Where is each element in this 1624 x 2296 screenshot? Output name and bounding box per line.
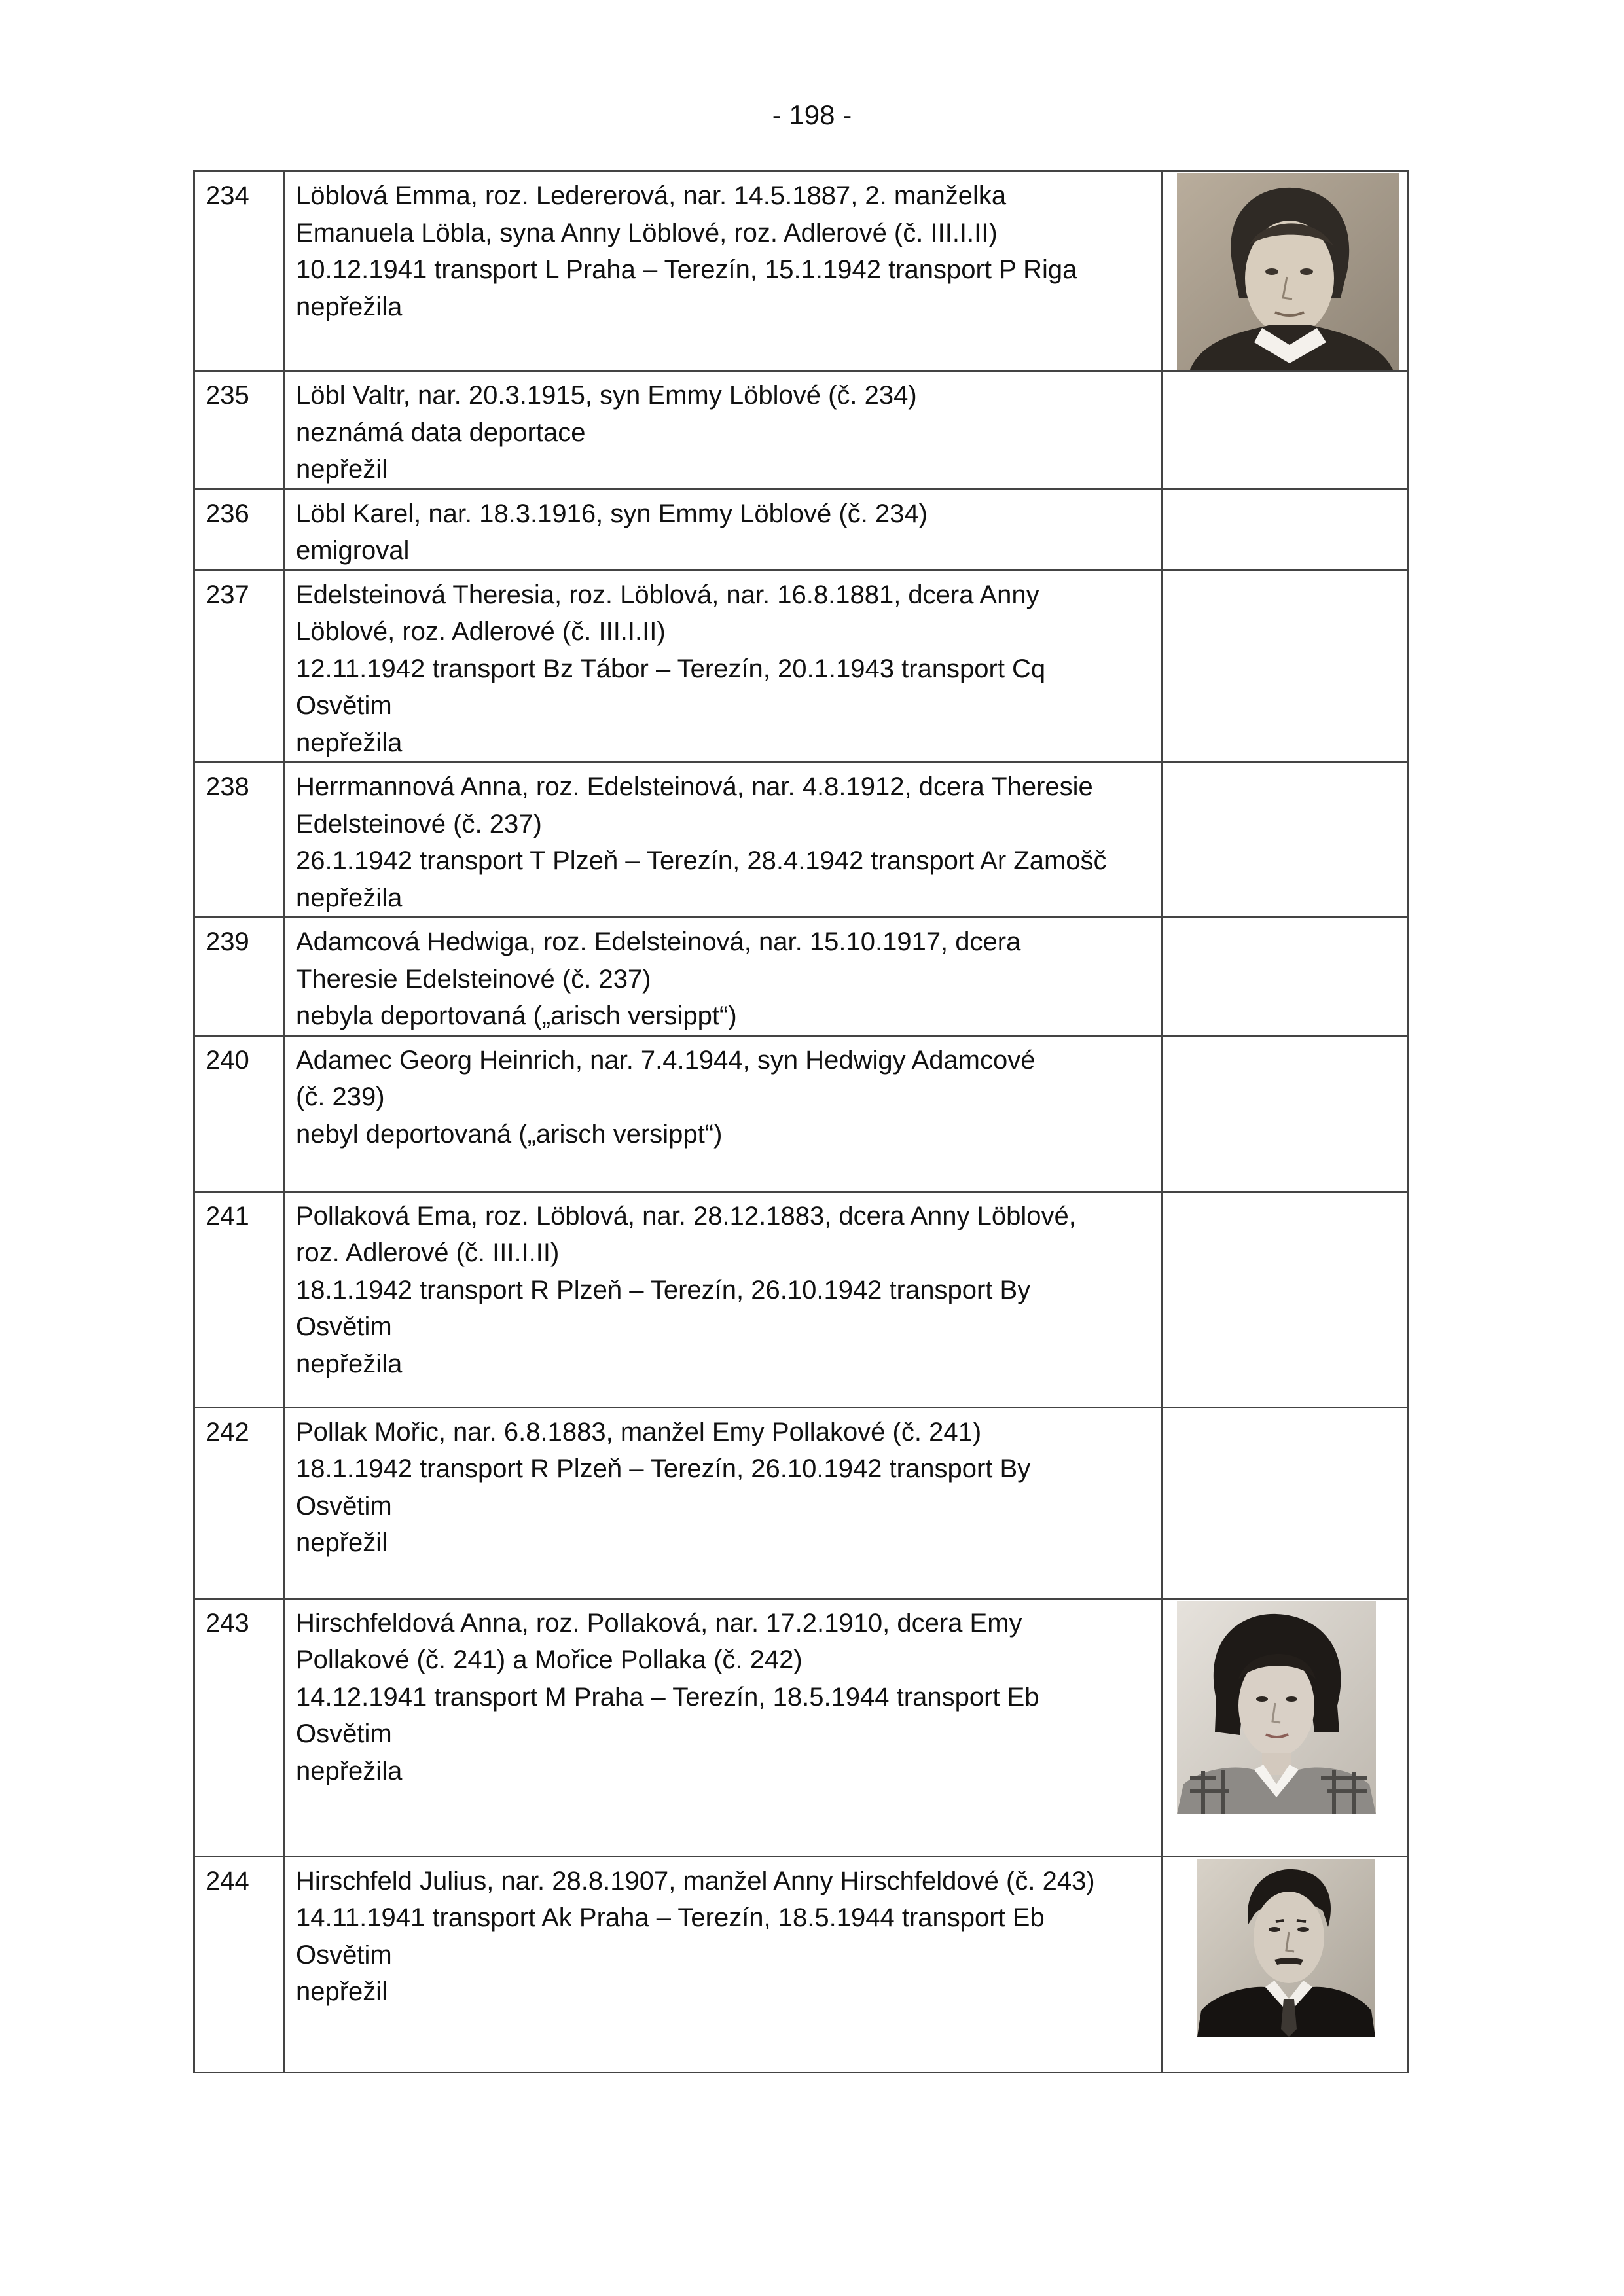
entry-number-cell <box>194 1598 285 1856</box>
entry-number-cell <box>194 1856 285 2072</box>
entry-line: Osvětim <box>296 691 392 720</box>
entry-number-cell <box>194 1407 285 1598</box>
entry-line: Emanuela Löbla, syna Anny Löblové, roz. Adlerové (č. III.I.II) <box>296 218 998 247</box>
entry-number-cell <box>194 171 285 371</box>
entry-line: emigroval <box>296 536 410 565</box>
entry-number: 235 <box>206 381 249 410</box>
entry-number-cell <box>194 1191 285 1407</box>
table-row <box>194 762 1409 918</box>
entry-text-cell <box>285 1598 1162 1856</box>
entry-number-cell <box>194 762 285 918</box>
entry-line: nepřežila <box>296 883 403 912</box>
entry-line: 12.11.1942 transport Bz Tábor – Terezín, 20.1.1943 transport Cq <box>296 654 1046 683</box>
photo-cell <box>1162 1407 1409 1598</box>
entry-line: nepřežila <box>296 728 403 757</box>
table-row <box>194 489 1409 570</box>
entry-line: nepřežila <box>296 292 403 321</box>
portrait-photo <box>1177 1601 1376 1814</box>
photo-cell <box>1162 489 1409 570</box>
entry-line: Löblová Emma, roz. Ledererová, nar. 14.5.1887, 2. manželka <box>296 181 1007 210</box>
entry-number: 239 <box>206 927 249 956</box>
entry-number: 242 <box>206 1417 249 1446</box>
entry-line: Osvětim <box>296 1491 392 1520</box>
entry-line: Pollak Mořic, nar. 6.8.1883, manžel Emy Pollakové (č. 241) <box>296 1417 982 1446</box>
entry-number: 238 <box>206 772 249 801</box>
entry-line: 26.1.1942 transport T Plzeň – Terezín, 28.4.1942 transport Ar Zamošč <box>296 846 1107 875</box>
entry-line: 18.1.1942 transport R Plzeň – Terezín, 26.10.1942 transport By <box>296 1454 1031 1483</box>
entry-number: 241 <box>206 1201 249 1230</box>
entry-number: 244 <box>206 1866 249 1895</box>
photo-cell <box>1162 918 1409 1036</box>
entry-number-cell <box>194 371 285 490</box>
entry-number: 236 <box>206 499 249 528</box>
photo-cell <box>1162 171 1409 371</box>
entry-line: neznámá data deportace <box>296 418 586 447</box>
table-row <box>194 570 1409 762</box>
entry-line: Osvětim <box>296 1940 392 1969</box>
entry-number-cell <box>194 489 285 570</box>
registry-table <box>193 170 1409 2073</box>
table-row <box>194 1035 1409 1191</box>
photo-cell <box>1162 762 1409 918</box>
entry-number: 243 <box>206 1608 249 1638</box>
table-row <box>194 1598 1409 1856</box>
entry-line: 14.12.1941 transport M Praha – Terezín, 18.5.1944 transport Eb <box>296 1682 1039 1712</box>
entry-line: 10.12.1941 transport L Praha – Terezín, 15.1.1942 transport P Riga <box>296 255 1077 284</box>
entry-line: nebyl deportovaná („arisch versippt“) <box>296 1119 723 1149</box>
portrait-photo <box>1197 1859 1375 2037</box>
table-row <box>194 1856 1409 2072</box>
table-row <box>194 1407 1409 1598</box>
entry-line: Pollakové (č. 241) a Mořice Pollaka (č. 242) <box>296 1645 803 1674</box>
entry-number-cell <box>194 918 285 1036</box>
entry-text-cell <box>285 371 1162 490</box>
photo-cell <box>1162 1035 1409 1191</box>
entry-text-cell <box>285 489 1162 570</box>
photo-cell <box>1162 570 1409 762</box>
portrait-photo <box>1177 173 1399 370</box>
entry-line: Adamcová Hedwiga, roz. Edelsteinová, nar. 15.10.1917, dcera <box>296 927 1021 956</box>
table-row <box>194 1191 1409 1407</box>
entry-line: nepřežila <box>296 1756 403 1785</box>
entry-line: nepřežil <box>296 455 388 484</box>
entry-line: Theresie Edelsteinové (č. 237) <box>296 964 651 994</box>
entry-line: roz. Adlerové (č. III.I.II) <box>296 1238 560 1267</box>
entry-line: nebyla deportovaná („arisch versippt“) <box>296 1001 737 1030</box>
entry-text-cell <box>285 918 1162 1036</box>
entry-text-cell <box>285 1407 1162 1598</box>
entry-text-cell <box>285 570 1162 762</box>
entry-number: 234 <box>206 181 249 210</box>
entry-number-cell <box>194 570 285 762</box>
entry-number: 240 <box>206 1045 249 1075</box>
entry-text-cell <box>285 762 1162 918</box>
entry-line: 18.1.1942 transport R Plzeň – Terezín, 26.10.1942 transport By <box>296 1275 1031 1304</box>
entry-line: Edelsteinové (č. 237) <box>296 809 542 838</box>
photo-cell <box>1162 1598 1409 1856</box>
entry-line: Osvětim <box>296 1312 392 1341</box>
entry-line: Herrmannová Anna, roz. Edelsteinová, nar. 4.8.1912, dcera Theresie <box>296 772 1093 801</box>
table-row <box>194 171 1409 371</box>
table-row <box>194 918 1409 1036</box>
photo-cell <box>1162 1191 1409 1407</box>
entry-line: Adamec Georg Heinrich, nar. 7.4.1944, syn Hedwigy Adamcové <box>296 1045 1036 1075</box>
entry-line: Hirschfeldová Anna, roz. Pollaková, nar. 17.2.1910, dcera Emy <box>296 1608 1022 1638</box>
entry-line: nepřežila <box>296 1349 403 1378</box>
entry-line: Pollaková Ema, roz. Löblová, nar. 28.12.1883, dcera Anny Löblové, <box>296 1201 1076 1230</box>
table-row <box>194 371 1409 490</box>
entry-line: 14.11.1941 transport Ak Praha – Terezín, 18.5.1944 transport Eb <box>296 1903 1045 1932</box>
entry-number: 237 <box>206 580 249 609</box>
entry-line: nepřežil <box>296 1528 388 1557</box>
entry-line: Löbl Karel, nar. 18.3.1916, syn Emmy Löblové (č. 234) <box>296 499 928 528</box>
entry-line: Löbl Valtr, nar. 20.3.1915, syn Emmy Löblové (č. 234) <box>296 381 917 410</box>
entry-text-cell <box>285 171 1162 371</box>
page-number: - 198 - <box>772 99 852 130</box>
photo-cell <box>1162 1856 1409 2072</box>
entry-line: Löblové, roz. Adlerové (č. III.I.II) <box>296 617 666 646</box>
entry-line: (č. 239) <box>296 1083 385 1111</box>
photo-cell <box>1162 371 1409 490</box>
entry-line: Edelsteinová Theresia, roz. Löblová, nar. 16.8.1881, dcera Anny <box>296 580 1039 609</box>
entry-line: Hirschfeld Julius, nar. 28.8.1907, manžel Anny Hirschfeldové (č. 243) <box>296 1866 1095 1895</box>
entry-text-cell <box>285 1035 1162 1191</box>
entry-number-cell <box>194 1035 285 1191</box>
entry-text-cell <box>285 1856 1162 2072</box>
entry-text-cell <box>285 1191 1162 1407</box>
entry-line: nepřežil <box>296 1977 388 2006</box>
entry-line: Osvětim <box>296 1719 392 1748</box>
